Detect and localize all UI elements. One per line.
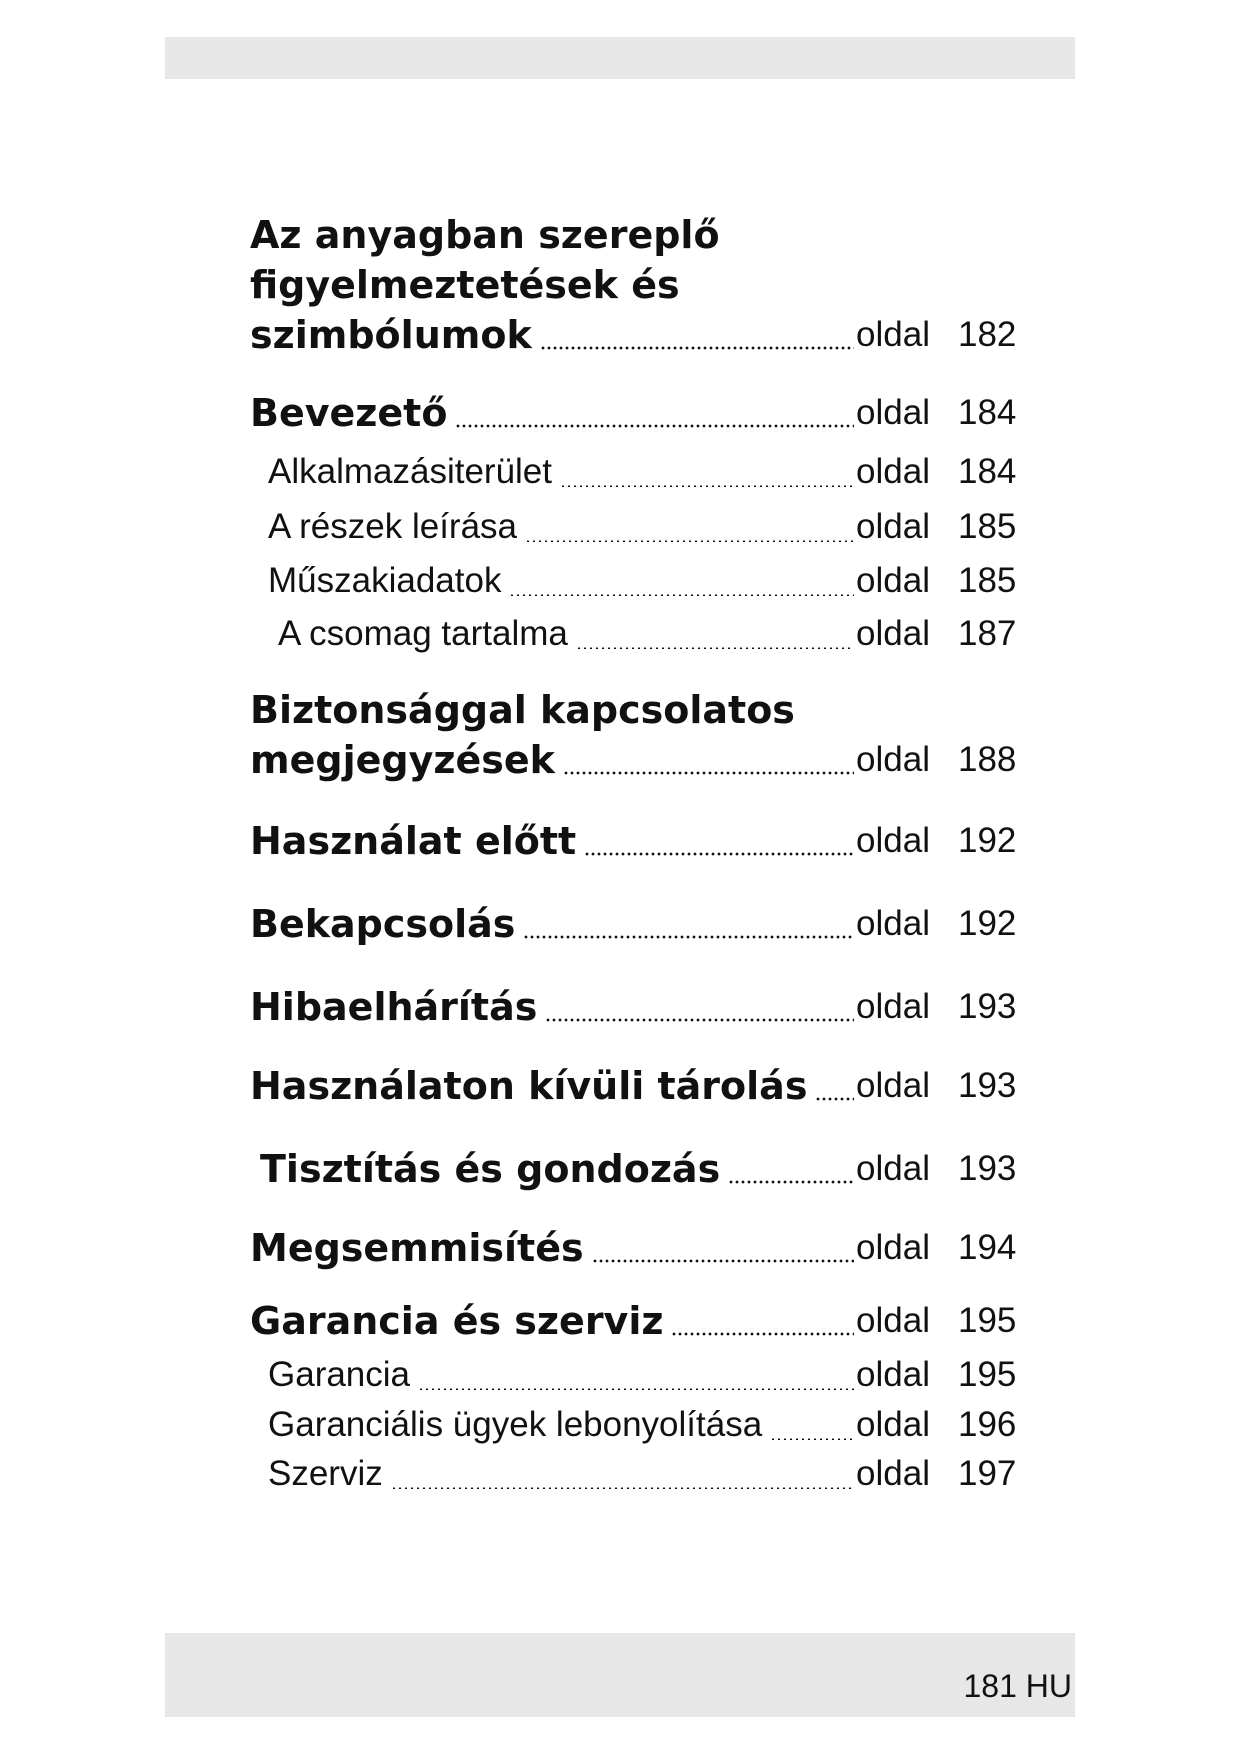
toc-title: A részek leírása (268, 507, 517, 546)
toc-title: szimbólumok (250, 313, 532, 357)
toc-page-number: 188 (958, 740, 1017, 779)
dot-leader (728, 1180, 854, 1184)
oldal-label: oldal (856, 452, 930, 491)
dot-leader (576, 647, 854, 649)
oldal-label: oldal (856, 1301, 930, 1340)
dot-leader (523, 935, 854, 939)
oldal-label: oldal (856, 1405, 930, 1444)
toc-title-line (250, 210, 1040, 260)
toc-line (250, 447, 1040, 497)
toc-line (250, 556, 1040, 606)
toc-entry (250, 899, 1040, 949)
dot-leader (509, 594, 854, 596)
toc-subentry (250, 447, 1040, 497)
toc-title: Bekapcsolás (250, 902, 516, 946)
toc-line (250, 816, 1040, 866)
toc-line (250, 1400, 1040, 1450)
toc-subentry (250, 1400, 1040, 1450)
oldal-label: oldal (856, 987, 930, 1026)
toc-entry (250, 1296, 1040, 1346)
toc-line (250, 735, 1040, 785)
toc-entry (250, 388, 1040, 438)
toc-page-number: 185 (958, 561, 1017, 600)
table-of-contents (250, 0, 1040, 1600)
dot-leader (545, 1018, 854, 1022)
oldal-label: oldal (856, 1355, 930, 1394)
toc-page-number: 197 (958, 1454, 1017, 1493)
toc-line (250, 310, 1040, 360)
toc-page-number: 192 (958, 904, 1017, 943)
toc-line (250, 982, 1040, 1032)
toc-line (250, 502, 1040, 552)
oldal-label: oldal (856, 393, 930, 432)
toc-entry (250, 1144, 1040, 1194)
dot-leader (584, 852, 854, 856)
toc-line (250, 1296, 1040, 1346)
toc-entry (250, 1223, 1040, 1273)
toc-title: Garancia (268, 1355, 411, 1394)
oldal-label: oldal (856, 1066, 930, 1105)
toc-entry (250, 210, 1040, 360)
dot-leader (455, 424, 854, 428)
dot-leader (592, 1259, 854, 1263)
toc-title: A csomag tartalma (278, 614, 568, 653)
toc-title: Szerviz (268, 1454, 383, 1493)
toc-page-number: 192 (958, 821, 1017, 860)
toc-line (250, 1061, 1040, 1111)
toc-title: Hibaelhárítás (250, 985, 538, 1029)
toc-page-number: 187 (958, 614, 1017, 653)
oldal-label: oldal (856, 1149, 930, 1188)
dot-leader (525, 540, 854, 542)
toc-title: Használat előtt (250, 819, 577, 863)
toc-page-number: 193 (958, 1066, 1017, 1105)
toc-line (250, 1449, 1040, 1499)
toc-subentry (250, 1350, 1040, 1400)
toc-line (250, 1144, 1040, 1194)
toc-page-number: 184 (958, 393, 1017, 432)
oldal-label: oldal (856, 315, 930, 354)
dot-leader (770, 1438, 854, 1440)
toc-page-number: 185 (958, 507, 1017, 546)
toc-title: Bevezető (250, 391, 448, 435)
toc-page-number: 182 (958, 315, 1017, 354)
toc-subentry (250, 556, 1040, 606)
oldal-label: oldal (856, 561, 930, 600)
toc-page-number: 195 (958, 1301, 1017, 1340)
toc-subentry (250, 1449, 1040, 1499)
page-number: 181 HU (963, 1668, 1072, 1704)
toc-entry (250, 1061, 1040, 1111)
toc-title: Garancia és szerviz (250, 1299, 664, 1343)
toc-title-part: Az anyagban szereplő (250, 213, 720, 257)
toc-title: Műszakiadatok (268, 561, 502, 600)
oldal-label: oldal (856, 507, 930, 546)
toc-title-line (250, 685, 1040, 735)
toc-entry (250, 982, 1040, 1032)
toc-title: Megsemmisítés (250, 1226, 584, 1270)
toc-subentry (250, 502, 1040, 552)
toc-page-number: 193 (958, 1149, 1017, 1188)
toc-line (250, 388, 1040, 438)
oldal-label: oldal (856, 821, 930, 860)
toc-page-number: 193 (958, 987, 1017, 1026)
dot-leader (418, 1388, 854, 1390)
dot-leader (671, 1332, 854, 1336)
toc-page-number: 195 (958, 1355, 1017, 1394)
toc-line (250, 899, 1040, 949)
footer-band (165, 1633, 1075, 1717)
oldal-label: oldal (856, 904, 930, 943)
oldal-label: oldal (856, 1228, 930, 1267)
toc-title: Alkalmazásiterület (268, 452, 552, 491)
dot-leader (563, 771, 854, 775)
toc-subentry (250, 609, 1040, 659)
toc-title-part: Biztonsággal kapcsolatos (250, 688, 795, 732)
toc-page-number: 196 (958, 1405, 1017, 1444)
toc-line (250, 609, 1040, 659)
toc-entry (250, 816, 1040, 866)
toc-title-part: figyelmeztetések és (250, 263, 680, 307)
oldal-label: oldal (856, 1454, 930, 1493)
dot-leader (391, 1487, 854, 1489)
toc-title: Használaton kívüli tárolás (250, 1064, 808, 1108)
toc-title: megjegyzések (250, 738, 555, 782)
toc-page-number: 194 (958, 1228, 1017, 1267)
dot-leader (540, 346, 854, 350)
dot-leader (560, 485, 854, 487)
oldal-label: oldal (856, 614, 930, 653)
dot-leader (815, 1097, 854, 1101)
toc-line (250, 1223, 1040, 1273)
toc-line (250, 1350, 1040, 1400)
toc-title: Tisztítás és gondozás (260, 1147, 721, 1191)
oldal-label: oldal (856, 740, 930, 779)
toc-page-number: 184 (958, 452, 1017, 491)
toc-title: Garanciális ügyek lebonyolítása (268, 1405, 763, 1444)
toc-entry (250, 685, 1040, 785)
toc-title-line (250, 260, 1040, 310)
